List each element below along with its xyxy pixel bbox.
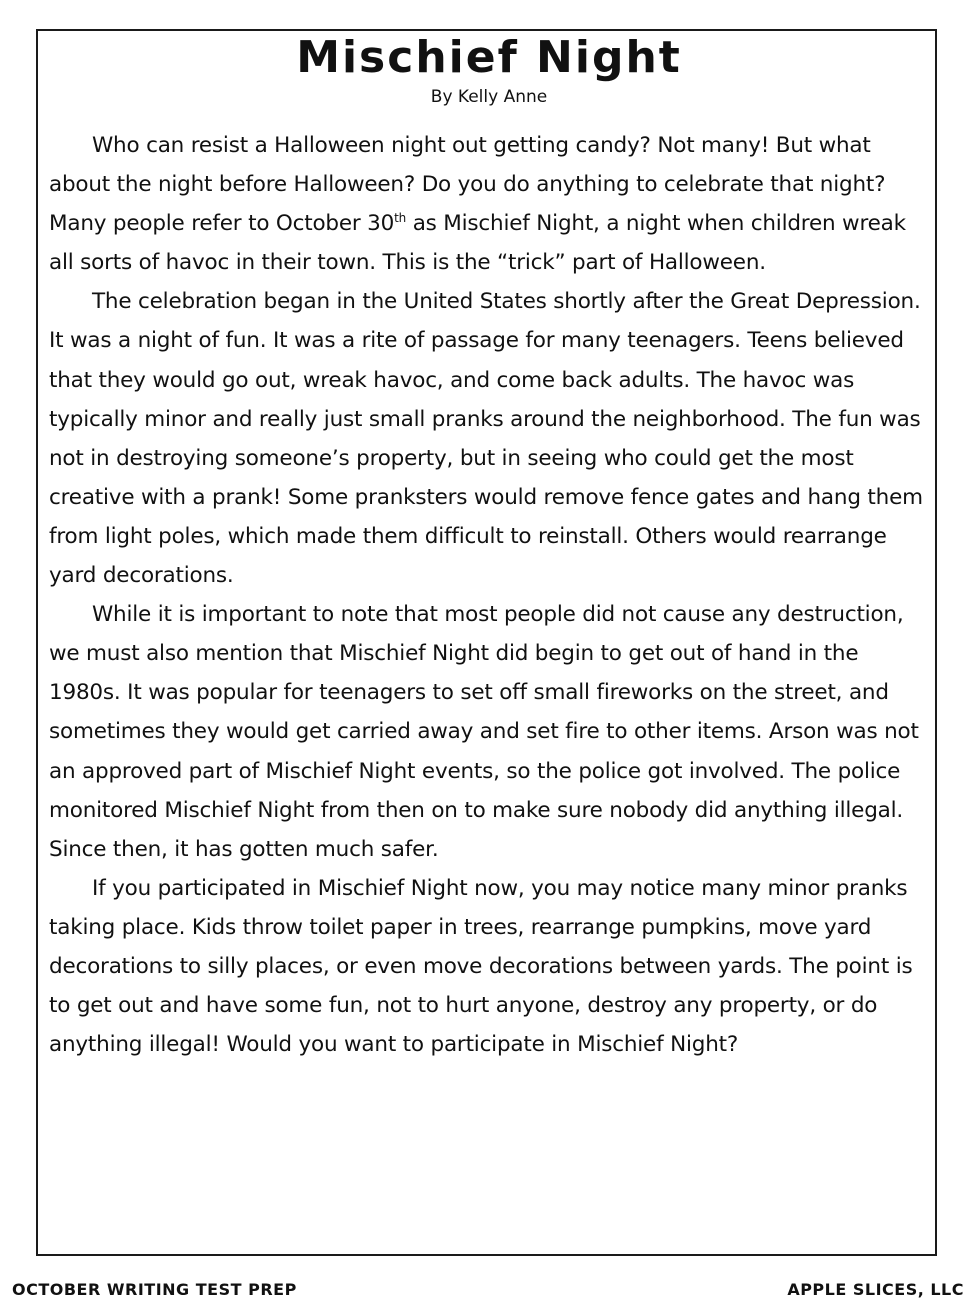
paragraph-1-text-start: Who can resist a Halloween night out getting candy? Not many! But what about the night before Halloween? Do you do anything to celebrate that night? Many people refer to October 30	[49, 133, 886, 237]
paragraph-2: The celebration began in the United States shortly after the Great Depression. It was a night of fun. It was a rite of passage for many teenagers. Teens believed that they would go out, wreak havoc, and come back adults. The havoc was typically minor and really just small pranks around the neighborhood. The fun was not in destroying someone’s property, but in seeing who could get the most creative with a prank! Some pranksters would remove fence gates and hang them from light poles, which made them difficult to reinstall. Others would rearrange yard decorations.	[49, 289, 923, 589]
ordinal-suffix: th	[394, 211, 407, 226]
paragraph-4: If you participated in Mischief Night now, you may notice many minor pranks taking place. Kids throw toilet paper in trees, rearrange pumpkins, move yard decorations to silly places, or even move decorations between yards. The point is to get out and have some fun, not to hurt anyone, destroy any property, or do anything illegal! Would you want to participate in Mischief Night?	[49, 875, 913, 1058]
footer-publisher-label: APPLE SLICES, LLC	[787, 1280, 964, 1299]
paragraph-1-text-end: as Mischief Night, a night when children wreak all sorts of havoc in their town. This is the “trick” part of Halloween.	[49, 211, 906, 276]
paragraph-3: While it is important to note that most people did not cause any destruction, we must also mention that Mischief Night did begin to get out of hand in the 1980s. It was popular for teenagers to set off small fireworks on the street, and sometimes they would get carried away and set fire to other items. Arson was not an approved part of Mischief Night events, so the police got involved. The police monitored Mischief Night from then on to make sure nobody did anything illegal. Since then, it has gotten much safer.	[49, 602, 919, 862]
page-title: Mischief Night	[296, 32, 682, 83]
footer-series-label: OCTOBER WRITING TEST PREP	[12, 1280, 297, 1299]
paragraph-1	[49, 126, 929, 282]
article-body	[49, 126, 929, 1064]
author-byline: By Kelly Anne	[430, 87, 548, 107]
